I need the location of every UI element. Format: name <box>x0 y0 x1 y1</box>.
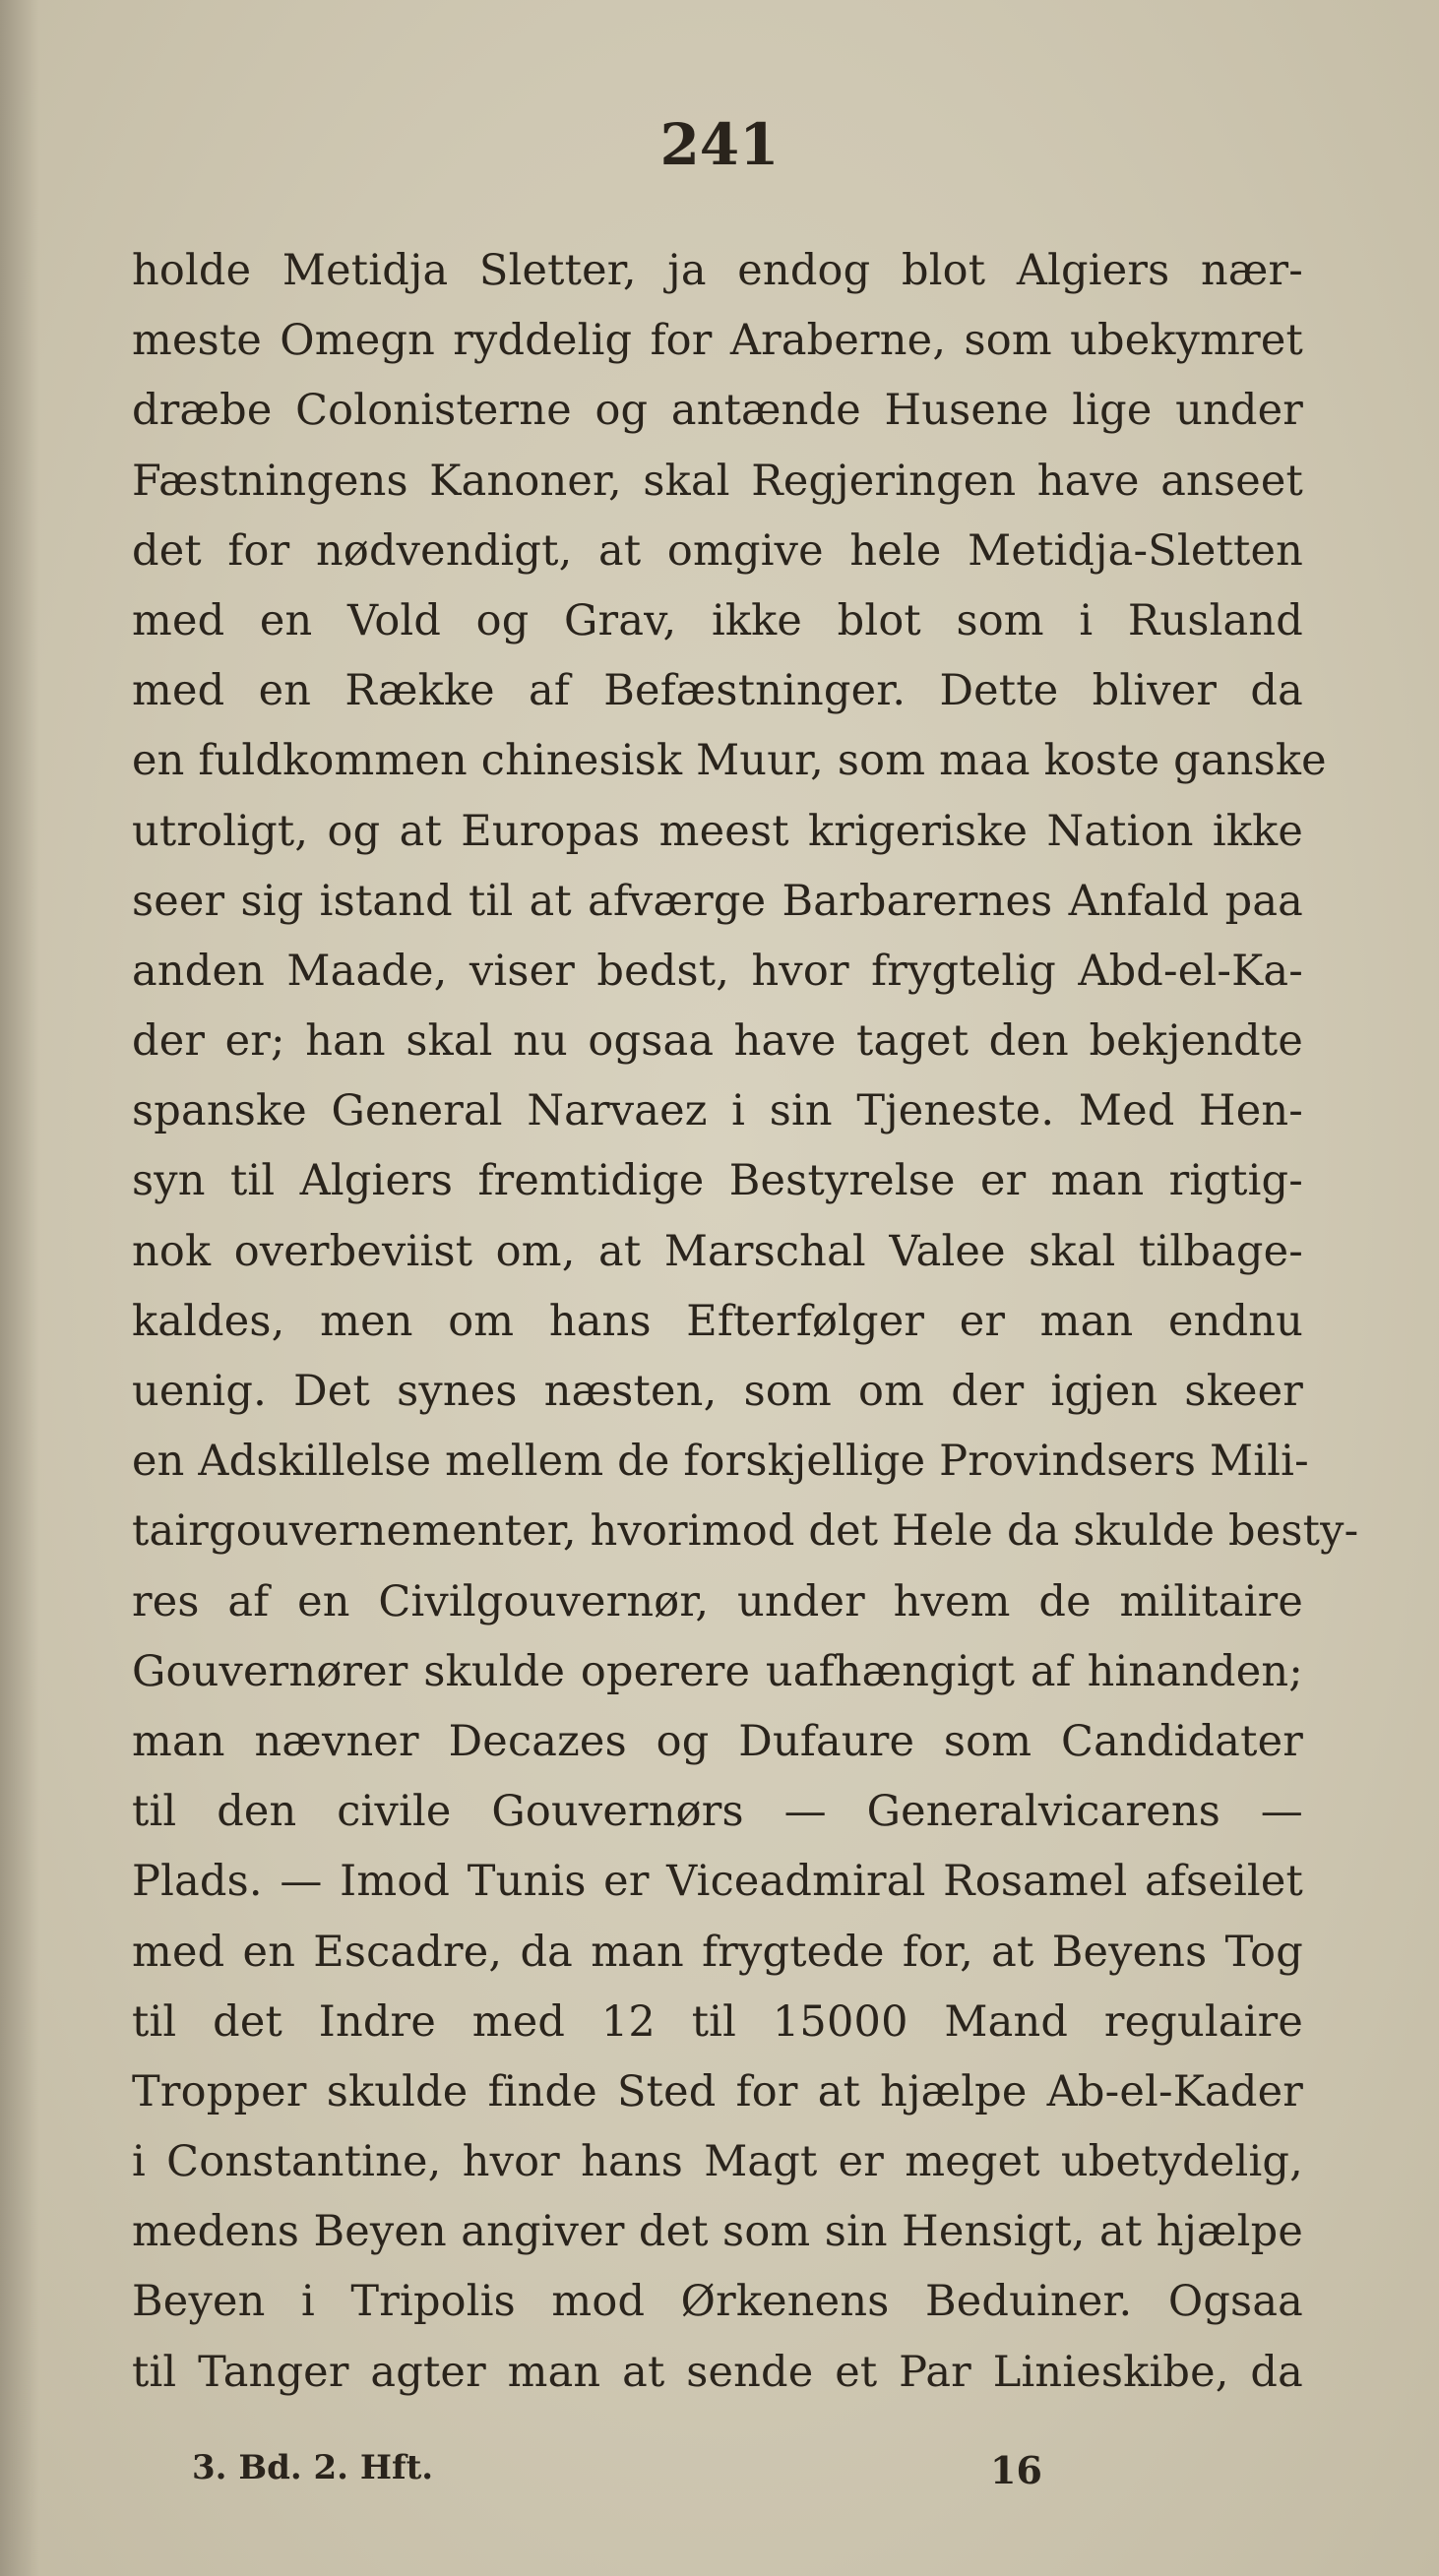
text-line: Gouvernører skulde operere uafhængigt af hinanden; <box>132 1646 1303 1696</box>
text-line: medens Beyen angiver det som sin Hensigt, at hjælpe <box>132 2207 1303 2257</box>
text-line: Beyen i Tripolis mod Ørkenens Beduiner. Ogsaa <box>132 2277 1303 2327</box>
text-line: utroligt, og at Europas meest krigeriske Nation ikke <box>132 806 1303 856</box>
text-line: til den civile Gouvernørs — Generalvicarens — <box>132 1787 1303 1837</box>
text-line: dræbe Colonisterne og antænde Husene lige under <box>132 386 1303 436</box>
text-line: kaldes, men om hans Efterfølger er man endnu <box>132 1296 1303 1346</box>
page-footer <box>0 2448 1439 2507</box>
page-gutter-shadow <box>0 0 39 2576</box>
text-line: holde Metidja Sletter, ja endog blot Algiers nær- <box>132 246 1303 295</box>
text-line: seer sig istand til at afværge Barbarernes Anfald paa <box>132 876 1303 926</box>
body-text <box>132 236 1359 2408</box>
text-line: det for nødvendigt, at omgive hele Metidja-Sletten <box>132 525 1303 576</box>
text-line: nok overbeviist om, at Marschal Valee skal tilbage- <box>132 1226 1303 1276</box>
text-line: med en Escadre, da man frygtede for, at Beyens Tog <box>132 1927 1303 1977</box>
text-line: man nævner Decazes og Dufaure som Candidater <box>132 1716 1303 1766</box>
signature-mark: 3. Bd. 2. Hft. <box>192 2448 434 2487</box>
text-line: til det Indre med 12 til 15000 Mand regulaire <box>132 1996 1303 2047</box>
text-line: der er; han skal nu ogsaa have taget den bekjendte <box>132 1016 1303 1067</box>
text-line: en fuldkommen chinesisk Muur, som maa koste ganske <box>132 736 1327 786</box>
text-line: i Constantine, hvor hans Magt er meget ubetydelig, <box>132 2137 1303 2187</box>
text-line: anden Maade, viser bedst, hvor frygtelig Abd-el-Ka- <box>132 946 1303 996</box>
text-line: syn til Algiers fremtidige Bestyrelse er man rigtig- <box>132 1156 1303 1206</box>
text-line: med en Række af Befæstninger. Dette bliver da <box>132 666 1303 716</box>
text-line: Tropper skulde finde Sted for at hjælpe Ab-el-Kader <box>132 2066 1303 2116</box>
text-line: en Adskillelse mellem de forskjellige Provindsers Mili- <box>132 1437 1309 1487</box>
text-line: til Tanger agter man at sende et Par Linieskibe, da <box>132 2347 1303 2397</box>
text-line: uenig. Det synes næsten, som om der igjen skeer <box>132 1367 1303 1416</box>
text-line: Plads. — Imod Tunis er Viceadmiral Rosamel afseilet <box>132 1857 1303 1907</box>
text-line: Fæstningens Kanoner, skal Regjeringen have anseet <box>132 456 1303 506</box>
text-line: tairgouvernementer, hvorimod det Hele da skulde besty- <box>132 1506 1359 1557</box>
text-line: spanske General Narvaez i sin Tjeneste. Med Hen- <box>132 1086 1303 1136</box>
text-line: med en Vold og Grav, ikke blot som i Rusland <box>132 595 1303 645</box>
text-line: meste Omegn ryddelig for Araberne, som ubekymret <box>132 316 1303 366</box>
page-number: 241 <box>659 111 780 178</box>
text-line: res af en Civilgouvernør, under hvem de militaire <box>132 1576 1303 1626</box>
sheet-number: 16 <box>990 2448 1042 2492</box>
